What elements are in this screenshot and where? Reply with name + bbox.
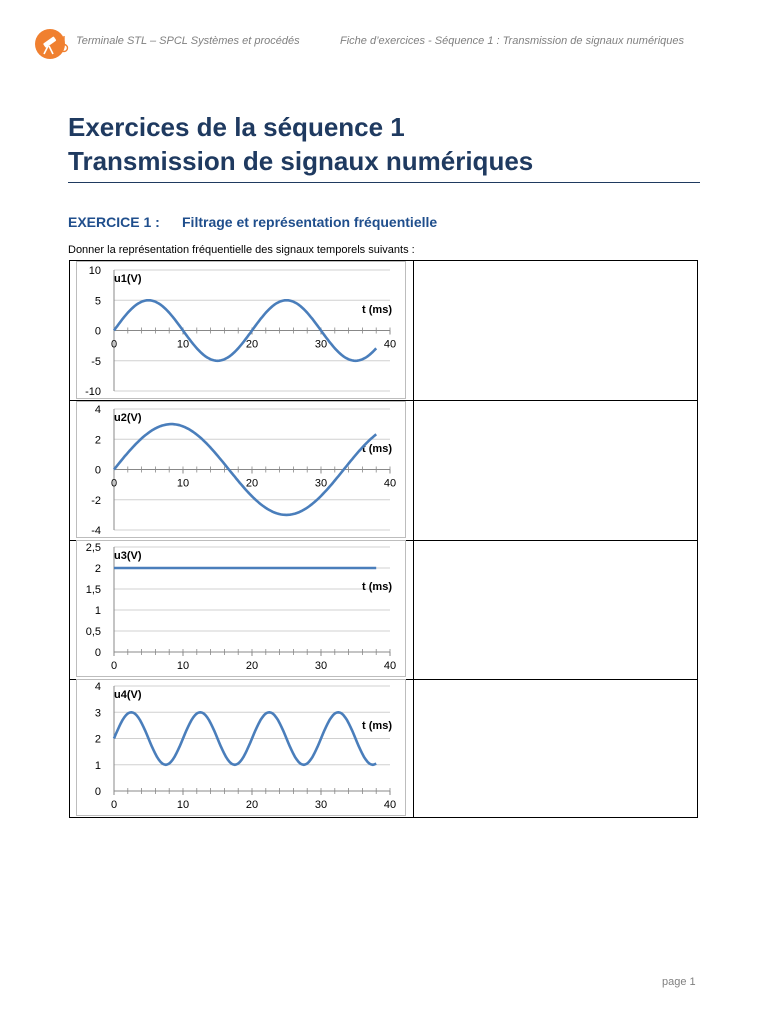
u1-xtick-label: 10 xyxy=(176,338,190,351)
u2-xtick-label: 10 xyxy=(176,477,190,490)
u1-xtick-label: 40 xyxy=(383,338,397,351)
u3-ytick-label: 1,5 xyxy=(85,584,101,596)
exercise-label: EXERCICE 1 : xyxy=(68,214,160,230)
u3-xtick-label: 40 xyxy=(383,660,397,672)
u3-ytick-label: 1 xyxy=(94,605,101,617)
u2-ytick-label: 4 xyxy=(94,404,101,416)
u4-y-label: u4(V) xyxy=(114,689,142,701)
u3-ytick-label: 0,5 xyxy=(85,626,101,638)
u4-ytick-label: 1 xyxy=(94,759,101,772)
u2-x-label: t (ms) xyxy=(362,443,392,455)
u4-ytick-label: 3 xyxy=(94,707,101,720)
header-course: Terminale STL – SPCL Systèmes et procédés xyxy=(76,35,300,47)
u3-xtick-label: 20 xyxy=(245,660,259,672)
u1-xtick-label: 20 xyxy=(245,338,259,351)
u1-ytick-label: 0 xyxy=(94,325,101,338)
u1-xtick-label: 0 xyxy=(110,338,118,351)
u2-xtick-label: 20 xyxy=(245,477,259,490)
u3-xtick-label: 0 xyxy=(110,660,118,672)
u1-x-label: t (ms) xyxy=(362,304,392,316)
u2-xtick-label: 40 xyxy=(383,477,397,490)
u4-ytick-label: 0 xyxy=(94,786,101,798)
u4-xtick-label: 30 xyxy=(314,799,328,811)
u4-xtick-label: 20 xyxy=(245,799,259,811)
u2-ytick-label: 2 xyxy=(94,434,101,447)
u3-ytick-label: 0 xyxy=(94,647,101,659)
u3-xtick-label: 30 xyxy=(314,660,328,672)
u1-ytick-label: -10 xyxy=(85,386,101,398)
title-line-1: Exercices de la séquence 1 xyxy=(68,112,405,142)
page-number: page 1 xyxy=(662,976,696,988)
u2-xtick-label: 30 xyxy=(314,477,328,490)
u3-y-label: u3(V) xyxy=(114,550,142,562)
u2-xtick-label: 0 xyxy=(110,477,118,490)
u4-xtick-label: 40 xyxy=(383,799,397,811)
u4-xtick-label: 0 xyxy=(110,799,118,811)
u4-xtick-label: 10 xyxy=(176,799,190,811)
u2-ytick-label: 0 xyxy=(94,464,101,477)
u1-ytick-label: -5 xyxy=(91,355,101,368)
u1-ytick-label: 10 xyxy=(88,265,101,277)
u1-xtick-label: 30 xyxy=(314,338,328,351)
header-document: Fiche d’exercices - Séquence 1 : Transmission de signaux numériques xyxy=(340,35,685,47)
u3-x-label: t (ms) xyxy=(362,581,392,593)
u3-ytick-label: 2 xyxy=(94,563,101,575)
exercise-instruction: Donner la représentation fréquentielle des signaux temporels suivants : xyxy=(68,244,415,256)
u2-y-label: u2(V) xyxy=(114,412,142,424)
u1-y-label: u1(V) xyxy=(114,273,142,285)
u3-xtick-label: 10 xyxy=(176,660,190,672)
u1-ytick-label: 5 xyxy=(94,295,101,308)
exercise-name: Filtrage et représentation fréquentielle xyxy=(182,214,438,230)
u2-ytick-label: -2 xyxy=(91,494,101,507)
u2-ytick-label: -4 xyxy=(91,525,101,537)
u4-ytick-label: 2 xyxy=(94,733,101,746)
u4-ytick-label: 4 xyxy=(94,681,101,693)
u4-x-label: t (ms) xyxy=(362,720,392,732)
title-line-2: Transmission de signaux numériques xyxy=(68,146,534,176)
u3-ytick-label: 2,5 xyxy=(85,542,101,554)
